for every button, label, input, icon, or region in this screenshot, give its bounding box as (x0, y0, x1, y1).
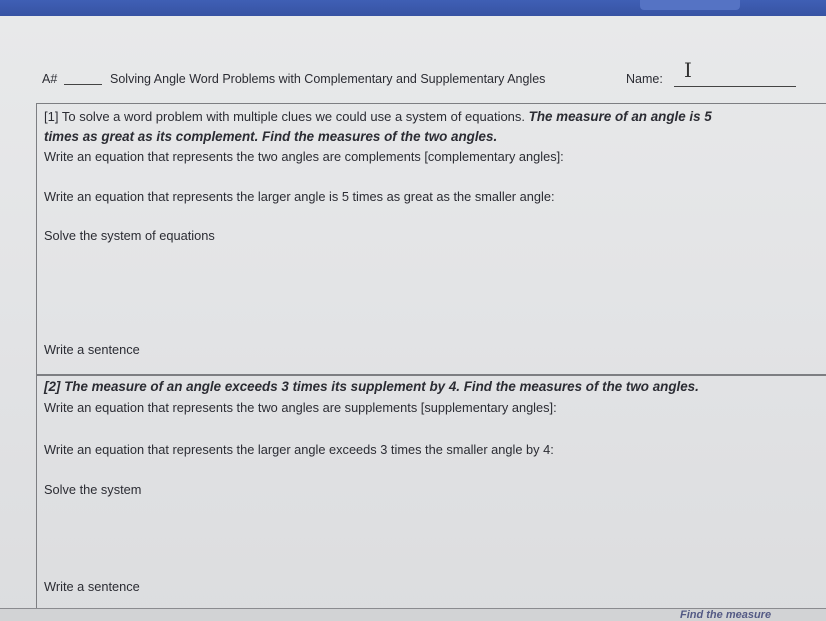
text-cursor-icon: I (684, 58, 692, 82)
problem-1-intro: To solve a word problem with multiple clues we could use a system of equations. (61, 109, 526, 124)
problem-1-statement-part2: times as great as its complement. Find the measures of the two angles. (44, 129, 498, 144)
problem-1-prompt-ratio: Write an equation that represents the larger angle is 5 times as great as the smaller angle: (44, 189, 555, 204)
window-top-bar (0, 0, 826, 16)
worksheet-title: Solving Angle Word Problems with Complementary and Supplementary Angles (110, 72, 546, 86)
next-problem-text: Find the measure (680, 609, 772, 621)
problem-2-statement: [2] The measure of an angle exceeds 3 times its supplement by 4. Find the measures of the two angles. (44, 379, 699, 394)
problem-2-prompt-supplements: Write an equation that represents the two angles are supplements [supplementary angles]: (44, 400, 557, 415)
problem-1-prompt-complements: Write an equation that represents the two angles are complements [complementary angles]: (44, 149, 564, 164)
problem-1-prompt-solve: Solve the system of equations (44, 228, 215, 243)
problem-2-prompt-sentence: Write a sentence (44, 579, 140, 594)
assignment-number-label: A# (42, 72, 58, 86)
problem-1-box (36, 103, 826, 375)
name-blank[interactable] (674, 86, 796, 87)
next-problem-strip (0, 608, 826, 621)
name-label: Name: (626, 72, 663, 86)
problem-2-prompt-exceeds: Write an equation that represents the larger angle exceeds 3 times the smaller angle by 4: (44, 442, 554, 457)
problem-1-prompt-sentence: Write a sentence (44, 342, 140, 357)
problem-2-box (36, 375, 826, 609)
problem-2-prompt-solve: Solve the system (44, 482, 142, 497)
assignment-number-blank[interactable] (64, 84, 102, 85)
problem-1-number: [1] (44, 109, 59, 124)
problem-1-statement-part1: The measure of an angle is 5 (528, 109, 712, 124)
problem-1-statement-line1 (44, 109, 712, 124)
toolbar-button[interactable] (640, 0, 740, 10)
